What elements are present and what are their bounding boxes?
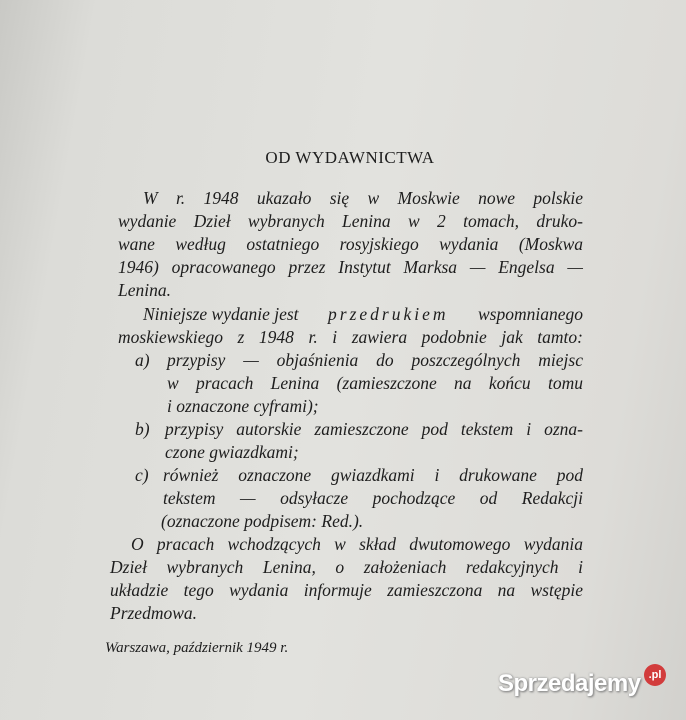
- text-line: wydanie Dzieł wybranych Lenina w 2 tomach, druko-: [118, 211, 583, 231]
- text-line: Lenina.: [118, 280, 171, 300]
- list-line: przypisy — objaśnienia do poszczególnych miejsc: [167, 350, 583, 370]
- spaced-emphasis: przedrukiem: [328, 304, 449, 324]
- list-marker: c): [135, 465, 149, 485]
- text-line: O pracach wchodzących w skład dwutomowego wydania: [131, 534, 583, 554]
- watermark-logo: Sprzedajemy: [498, 670, 641, 697]
- list-marker: b): [135, 419, 150, 439]
- text-line: Przedmowa.: [110, 603, 198, 623]
- list-line: przypisy autorskie zamieszczone pod tekstem i ozna-: [165, 419, 583, 439]
- text-fragment: wspomnianego: [478, 304, 583, 324]
- text-line: układzie tego wydania informuje zamieszczona na wstępie: [110, 580, 583, 600]
- text-line: 1946) opracowanego przez Instytut Marksa — Engelsa —: [118, 257, 583, 277]
- page-title: OD WYDAWNICTWA: [265, 148, 435, 167]
- text-line: moskiewskiego z 1948 r. i zawiera podobnie jak tamto:: [118, 327, 583, 347]
- list-line: w pracach Lenina (zamieszczone na końcu tomu: [167, 373, 583, 393]
- text-line: Dzieł wybranych Lenina, o założeniach redakcyjnych i: [110, 557, 583, 577]
- text-line: [143, 303, 583, 325]
- list-line: czone gwiazdkami;: [165, 442, 299, 462]
- list-line: również oznaczone gwiazdkami i drukowane pod: [163, 465, 583, 485]
- text-fragment: Niniejsze wydanie jest: [143, 304, 299, 324]
- text-line: wane według ostatniego rosyjskiego wydania (Moskwa: [118, 234, 583, 254]
- list-marker: a): [135, 350, 150, 370]
- watermark-badge: .pl: [644, 664, 666, 686]
- place-date: Warszawa, październik 1949 r.: [105, 640, 289, 656]
- list-line: (oznaczone podpisem: Red.).: [161, 511, 364, 531]
- list-line: tekstem — odsyłacze pochodzące od Redakcji: [163, 488, 583, 508]
- list-line: i oznaczone cyframi);: [167, 396, 319, 416]
- text-line: W r. 1948 ukazało się w Moskwie nowe polskie: [143, 188, 583, 208]
